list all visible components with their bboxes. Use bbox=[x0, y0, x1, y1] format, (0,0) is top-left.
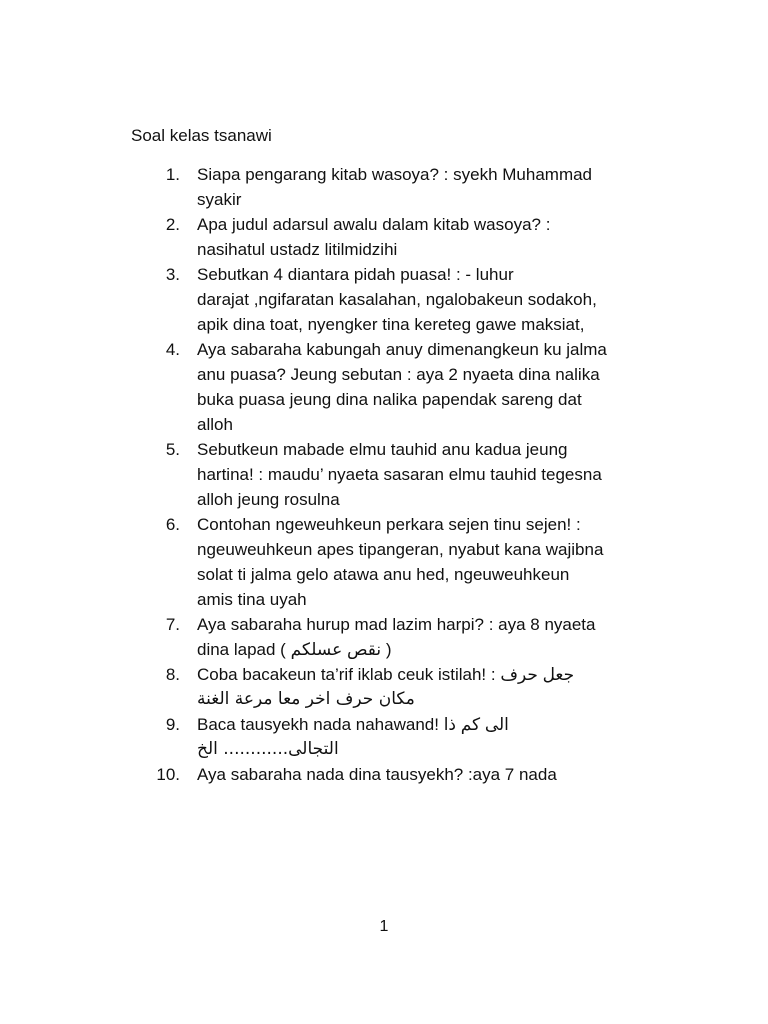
question-text-line: Aya sabaraha hurup mad lazim harpi? : aya 8 nyaeta bbox=[197, 615, 596, 634]
question-text-line: darajat ,ngifaratan kasalahan, ngalobakeun sodakoh, bbox=[197, 290, 597, 309]
question-text-line: dina lapad ( نقص عسلكم ) bbox=[197, 640, 392, 659]
question-item bbox=[150, 512, 640, 612]
question-item bbox=[150, 162, 640, 212]
question-text-line: buka puasa jeung dina nalika papendak sareng dat bbox=[197, 390, 582, 409]
question-number: 6. bbox=[165, 515, 180, 534]
question-item bbox=[150, 212, 640, 262]
question-item bbox=[150, 662, 640, 712]
question-text-line: Apa judul adarsul awalu dalam kitab wasoya? : bbox=[197, 215, 551, 234]
question-item bbox=[150, 262, 640, 337]
question-text-line: التجالى............ الخ bbox=[197, 739, 339, 759]
question-list bbox=[150, 162, 640, 787]
question-text-line: Sebutkan 4 diantara pidah puasa! : - luhur bbox=[197, 265, 514, 284]
question-number: 1. bbox=[165, 165, 180, 184]
question-text-line: Sebutkeun mabade elmu tauhid anu kadua jeung bbox=[197, 440, 568, 459]
question-text-line: مكان حرف اخر معا مرعة الغنة bbox=[197, 689, 415, 709]
question-number: 8. bbox=[165, 665, 180, 684]
question-text-line: hartina! : maudu’ nyaeta sasaran elmu tauhid tegesna bbox=[197, 465, 602, 484]
question-text-line: Coba bacakeun ta’rif iklab ceuk istilah! : جعل حرف bbox=[197, 665, 575, 684]
document-title: Soal kelas tsanawi bbox=[131, 126, 272, 145]
question-text-line: Contohan ngeweuhkeun perkara sejen tinu sejen! : bbox=[197, 515, 581, 534]
question-text-line: alloh bbox=[197, 415, 233, 434]
question-text-line: ngeuweuhkeun apes tipangeran, nyabut kana wajibna bbox=[197, 540, 604, 559]
question-text-line: Aya sabaraha kabungah anuy dimenangkeun ku jalma bbox=[197, 340, 607, 359]
question-text-line: Baca tausyekh nada nahawand! الى كم ذا bbox=[197, 715, 509, 734]
question-text-line: Siapa pengarang kitab wasoya? : syekh Muhammad bbox=[197, 165, 593, 184]
question-text-line: apik dina toat, nyengker tina kereteg gawe maksiat, bbox=[197, 315, 585, 334]
question-item bbox=[150, 337, 640, 437]
question-number: 10. bbox=[156, 765, 180, 784]
question-item bbox=[150, 612, 640, 662]
question-text-line: anu puasa? Jeung sebutan : aya 2 nyaeta dina nalika bbox=[197, 365, 600, 384]
question-number: 3. bbox=[165, 265, 180, 284]
question-text-line: alloh jeung rosulna bbox=[197, 490, 340, 509]
question-text-line: syakir bbox=[197, 190, 242, 209]
question-text-line: solat ti jalma gelo atawa anu hed, ngeuweuhkeun bbox=[197, 565, 570, 584]
question-item bbox=[150, 437, 640, 512]
question-number: 2. bbox=[165, 215, 180, 234]
question-text-line: Aya sabaraha nada dina tausyekh? :aya 7 nada bbox=[197, 765, 557, 784]
question-number: 9. bbox=[165, 715, 180, 734]
question-item bbox=[150, 712, 640, 762]
question-number: 5. bbox=[165, 440, 180, 459]
question-number: 7. bbox=[165, 615, 180, 634]
page-number: 1 bbox=[379, 918, 389, 935]
question-text-line: amis tina uyah bbox=[197, 590, 307, 609]
question-text-line: nasihatul ustadz litilmidzihi bbox=[197, 240, 398, 259]
question-number: 4. bbox=[165, 340, 180, 359]
question-item bbox=[150, 762, 640, 787]
